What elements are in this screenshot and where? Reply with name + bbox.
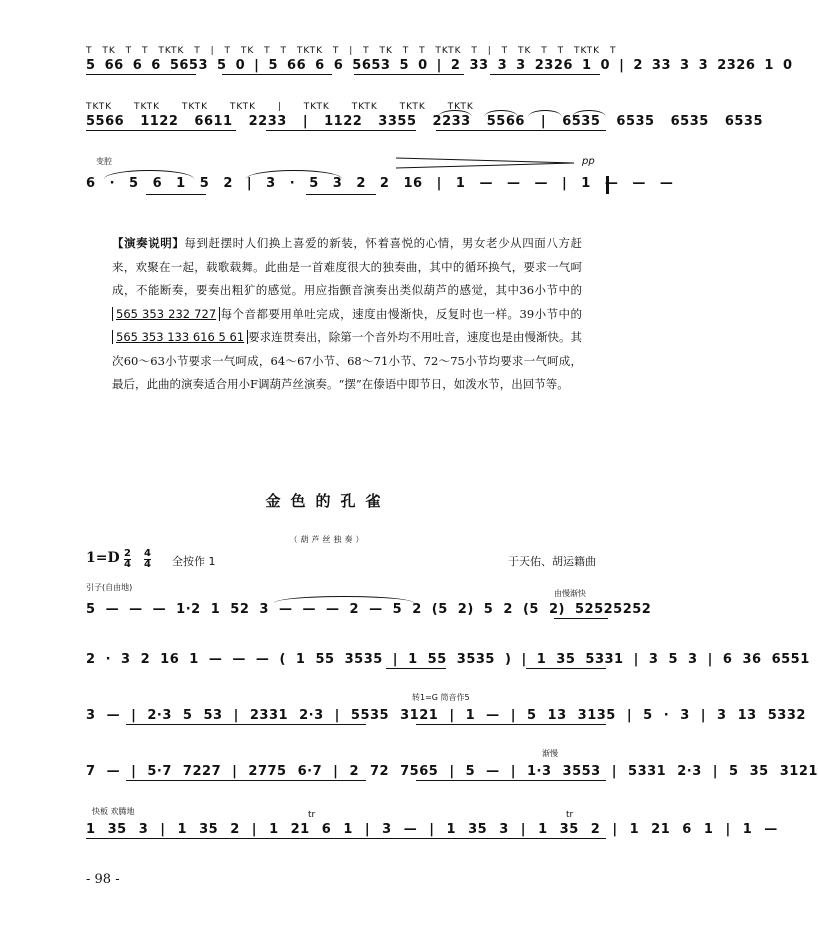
- beam: [554, 618, 608, 619]
- bottom-score-line-2: [86, 646, 810, 682]
- beam: [126, 780, 366, 781]
- slur: [572, 110, 606, 117]
- slur: [528, 110, 562, 117]
- time-signature-2-bottom: 4: [144, 559, 151, 570]
- bottom-score-line-4: [86, 746, 818, 794]
- tongue-technique-line-1: T TK T T TKTK T | T TK T T TKTK T | T TK T T TKTK T | T TK T T TKTK T: [86, 46, 617, 56]
- notes-line-3: 6 · 5 6 1 5 2 | 3 · 5 3 2 2 16 | 1 — — — | 1 — — —: [86, 176, 674, 191]
- bottom-score-line-5: [86, 804, 778, 852]
- beam: [126, 724, 366, 725]
- notes-line-1: 5 66 6 6 5653 5 0 | 5 66 6 6 5653 5 0 | 2 33 3 3 2326 1 0 | 2 33 3 3 2326 1 0: [86, 58, 793, 73]
- beam: [306, 194, 376, 195]
- trill-mark-2: tr: [566, 810, 574, 820]
- time-signature-2: [144, 549, 151, 570]
- beam: [526, 668, 606, 669]
- inline-notation-2: 565 353 133 616 5 61: [112, 330, 248, 344]
- performance-notes-label: 【演奏说明】: [112, 236, 185, 250]
- trill-mark-1: tr: [308, 810, 316, 820]
- score-line-1: [86, 46, 793, 80]
- beam: [354, 74, 464, 75]
- key-signature: 1=D: [86, 550, 120, 566]
- beam: [416, 724, 606, 725]
- notes-line-2: 5566 1122 6611 2233 | 1122 3355 2233 5566 | 6535 6535 6535 6535: [86, 114, 764, 129]
- composer-credit: 于天佑、胡运籍曲: [508, 555, 596, 568]
- beam: [386, 668, 446, 669]
- beam: [86, 838, 606, 839]
- beam: [146, 194, 206, 195]
- beam: [86, 74, 196, 75]
- score-line-3: [86, 156, 674, 200]
- bottom-notes-line-1: 5 — — — 1·2 1 52 3 — — — 2 — 5 2 (5 2) 5 2 (5 2) 52525252: [86, 602, 652, 617]
- slur: [484, 110, 518, 117]
- beam: [490, 74, 600, 75]
- time-signature-1-top: 2: [124, 548, 131, 559]
- key-change-note: 转1=G 筒音作5: [412, 693, 470, 702]
- slur: [438, 110, 472, 117]
- time-signature-1: [124, 549, 131, 570]
- decrescendo-hairpin: [396, 156, 576, 170]
- page-number: - 98 -: [86, 872, 120, 887]
- final-barline: [606, 176, 609, 194]
- tempo-marking-3: 快板 欢腾地: [92, 807, 135, 816]
- ornament-annotation: 变腔: [96, 157, 112, 166]
- tempo-marking-1: 由慢渐快: [554, 589, 586, 598]
- bottom-notes-line-4: 7 — | 5·7 7227 | 2775 6·7 | 2 72 7565 | 5 — | 1·3 3553 | 5331 2·3 | 5 35 3121: [86, 764, 818, 779]
- top-score-system: [86, 40, 793, 210]
- beam: [222, 74, 332, 75]
- beam: [436, 130, 606, 131]
- beam: [86, 130, 236, 131]
- time-signature-2-top: 4: [144, 548, 151, 559]
- beam: [266, 130, 416, 131]
- fingering-note: 全按作 1: [172, 555, 216, 568]
- bottom-notes-line-3: 3 — | 2·3 5 53 | 2331 2·3 | 5535 3121 | 1 — | 5 13 3135 | 5 · 3 | 3 13 5332: [86, 708, 806, 723]
- performance-notes-text-3: 要求连贯奏出，除第一个音外均不用吐音，速度也是由慢渐快。其次60～63小节要求一气呵成，64～67小节、68～71小节、72～75小节均要求一气呵成，最后，此曲的演奏适合用小F调葫芦丝演奏。“摆”在傣语中即节日，如泼水节，出回节等。: [112, 330, 583, 391]
- inline-notation-1: 565 353 232 727: [112, 307, 220, 321]
- tempo-marking-2: 渐慢: [542, 749, 558, 758]
- time-signature-1-bottom: 4: [124, 559, 131, 570]
- bottom-score-line-3: [86, 690, 806, 738]
- performance-notes-text-1: 每到赶摆时人们换上喜爱的新装，怀着喜悦的心情，男女老少从四面八方赶来，欢聚在一起，载歌载舞。此曲是一首难度很大的独奏曲，其中的循环换气，要求一气呵成，不能断奏，要奏出粗犷的感觉。用应指颤音演奏出类似葫芦的感觉，其中36小节中的: [112, 236, 583, 297]
- performance-notes: [112, 232, 582, 397]
- performance-notes-text-2: 每个音都要用单吐完成，速度由慢渐快，反复时也一样。39小节中的: [220, 306, 582, 321]
- bottom-notes-line-2: 2 · 3 2 16 1 — — — ( 1 55 3535 | 1 55 3535 ) | 1 35 5331 | 3 5 3 | 6 36 6551: [86, 652, 810, 667]
- piece-title: 金色的孔雀: [265, 492, 391, 510]
- beam: [416, 780, 606, 781]
- bottom-score-line-1: [86, 582, 652, 630]
- dynamic-marking: pp: [582, 156, 595, 167]
- score-line-2: [86, 102, 764, 136]
- tongue-technique-line-2: TKTK TKTK TKTK TKTK | TKTK TKTK TKTK TKTK: [86, 102, 474, 112]
- intro-label: 引子(自由地): [86, 583, 133, 592]
- piece-subtitle: （葫芦丝独奏）: [289, 535, 367, 544]
- bottom-notes-line-5: 1 35 3 | 1 35 2 | 1 21 6 1 | 3 — | 1 35 3 | 1 35 2 | 1 21 6 1 | 1 —: [86, 822, 778, 837]
- bottom-score-system: [86, 582, 818, 852]
